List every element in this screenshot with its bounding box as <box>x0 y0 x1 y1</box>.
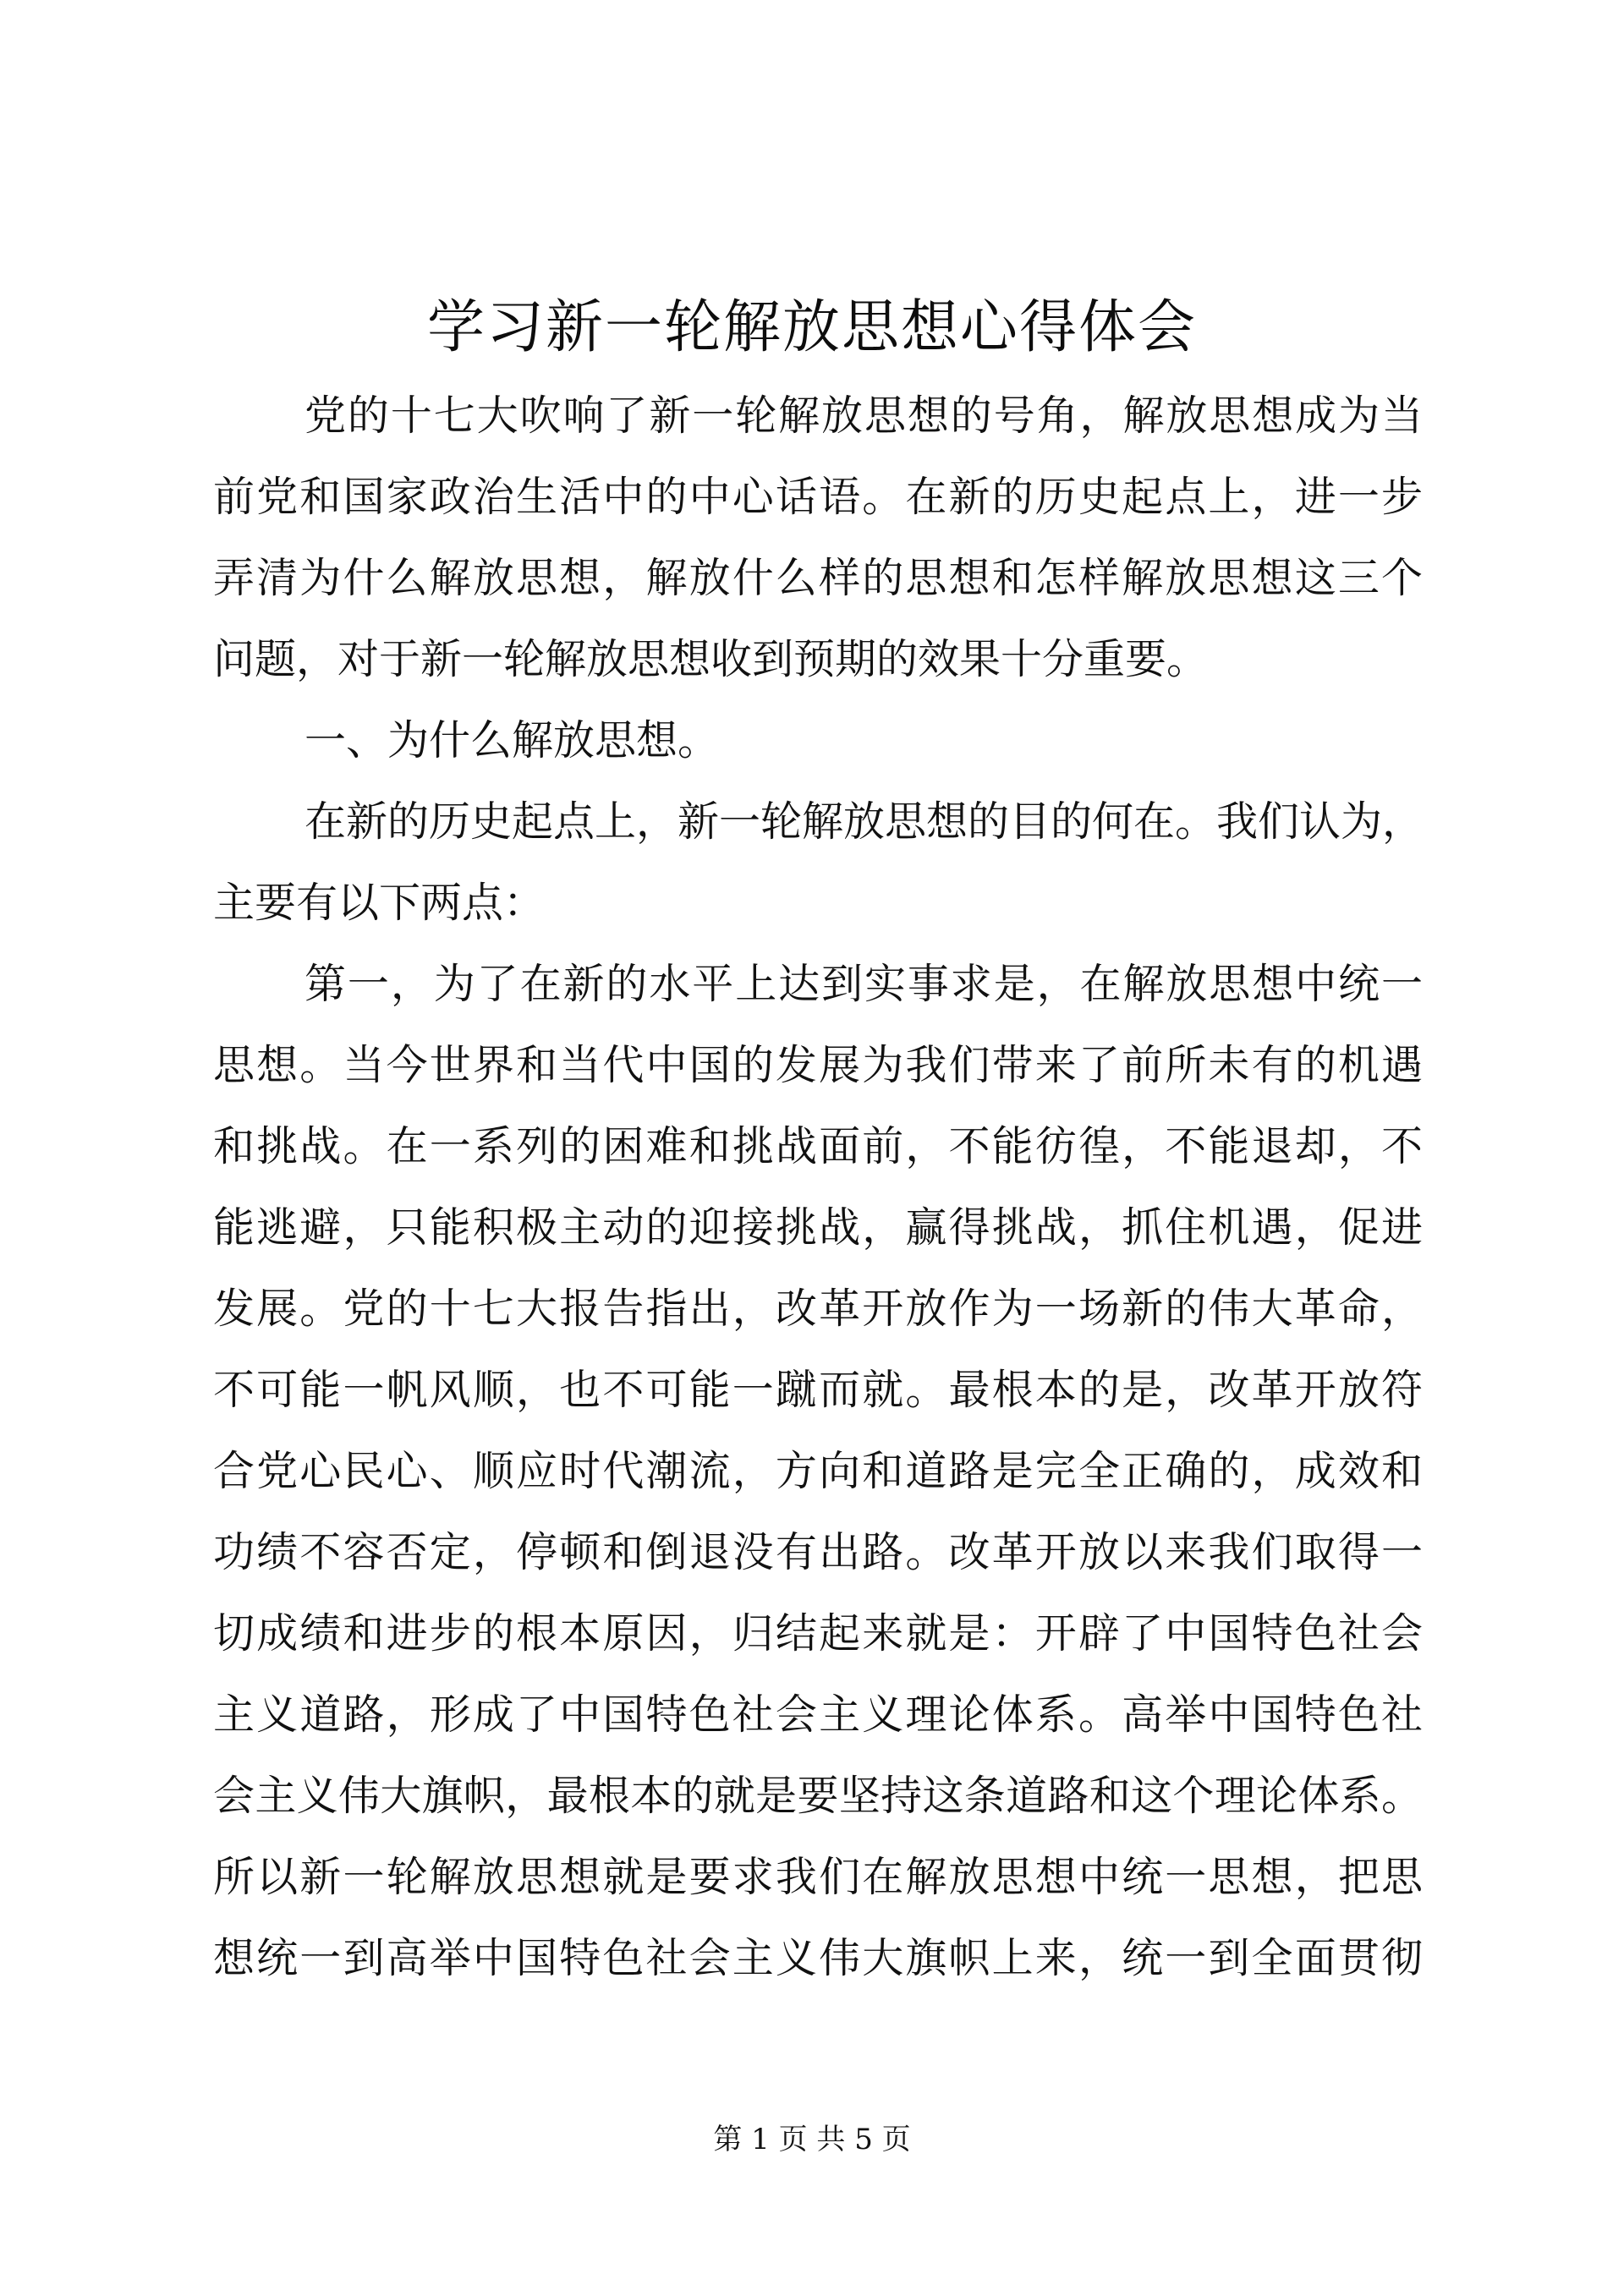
body-line: 弄清为什么解放思想，解放什么样的思想和怎样解放思想这三个 <box>213 554 1423 602</box>
body-line: 功绩不容否定，停顿和倒退没有出路。改革开放以来我们取得一 <box>213 1528 1423 1576</box>
body-line: 问题，对于新一轮解放思想收到预期的效果十分重要。 <box>213 635 1209 683</box>
body-line: 不可能一帆风顺，也不可能一蹴而就。最根本的是，改革开放符 <box>213 1366 1423 1414</box>
page-number-footer: 第 1 页 共 5 页 <box>713 2123 911 2156</box>
body-line: 前党和国家政治生活中的中心话语。在新的历史起点上，进一步 <box>213 473 1423 521</box>
body-line: 合党心民心、顺应时代潮流，方向和道路是完全正确的，成效和 <box>213 1447 1423 1495</box>
body-line: 想统一到高举中国特色社会主义伟大旗帜上来，统一到全面贯彻 <box>213 1934 1423 1982</box>
body-line: 会主义伟大旗帜，最根本的就是要坚持这条道路和这个理论体系。 <box>213 1772 1423 1820</box>
document-title: 学习新一轮解放思想心得体会 <box>426 294 1197 361</box>
body-line: 主义道路，形成了中国特色社会主义理论体系。高举中国特色社 <box>213 1690 1423 1739</box>
body-line: 第一，为了在新的水平上达到实事求是，在解放思想中统一 <box>304 960 1423 1008</box>
body-line: 发展。党的十七大报告指出，改革开放作为一场新的伟大革命， <box>213 1285 1423 1333</box>
body-line: 在新的历史起点上，新一轮解放思想的目的何在。我们认为， <box>304 797 1424 846</box>
body-line: 切成绩和进步的根本原因，归结起来就是：开辟了中国特色社会 <box>213 1609 1423 1658</box>
body-line: 党的十七大吹响了新一轮解放思想的号角，解放思想成为当 <box>304 392 1423 440</box>
body-line: 能逃避，只能积极主动的迎接挑战，赢得挑战，抓住机遇，促进 <box>213 1203 1423 1252</box>
section-heading: 一、为什么解放思想。 <box>304 716 720 764</box>
body-line: 所以新一轮解放思想就是要求我们在解放思想中统一思想，把思 <box>213 1853 1423 1901</box>
body-line: 主要有以下两点： <box>213 879 546 927</box>
body-line: 思想。当今世界和当代中国的发展为我们带来了前所未有的机遇 <box>213 1041 1423 1089</box>
document-body <box>213 375 1423 1999</box>
body-line: 和挑战。在一系列的困难和挑战面前，不能彷徨，不能退却，不 <box>213 1122 1423 1170</box>
